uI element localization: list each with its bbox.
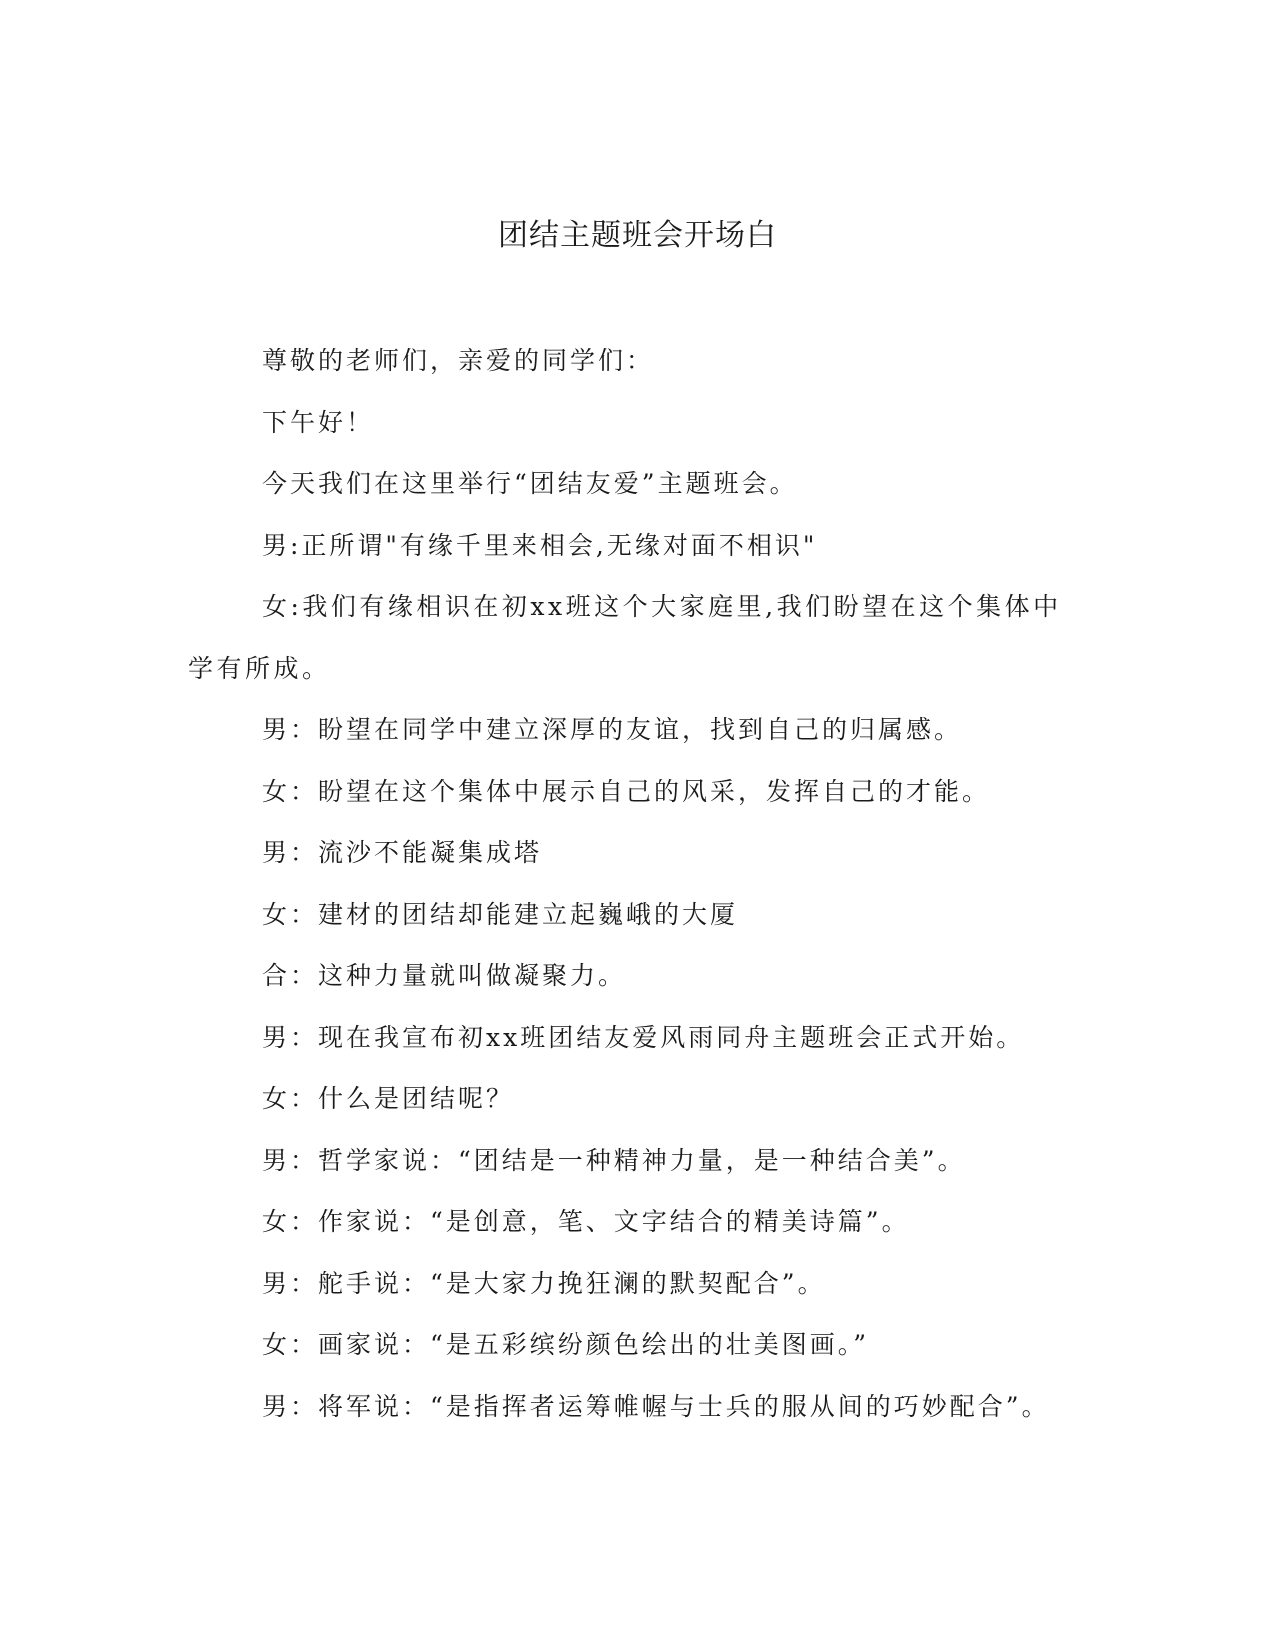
document-body (188, 330, 1088, 1437)
paragraph-line: 男：盼望在同学中建立深厚的友谊，找到自己的归属感。 (262, 715, 963, 744)
paragraph-line: 女：什么是团结呢？ (262, 1084, 515, 1113)
paragraph-line: 女：作家说：“是创意，笔、文字结合的精美诗篇”。 (262, 1207, 910, 1236)
paragraph-line: 男：将军说：“是指挥者运筹帷幄与士兵的服从间的巧妙配合”。 (262, 1391, 1050, 1421)
paragraph-line: 男:正所谓"有缘千里来相会,无缘对面不相识" (262, 530, 818, 560)
paragraph-good-afternoon: 下午好！ (262, 407, 375, 437)
paragraph-line: 男：舵手说：“是大家力挽狂澜的默契配合”。 (262, 1268, 826, 1298)
paragraph-line: 合：这种力量就叫做凝聚力。 (262, 961, 627, 990)
paragraph-line: 女：画家说：“是五彩缤纷颜色绘出的壮美图画。” (262, 1330, 870, 1359)
paragraph-line: 男：现在我宣布初xx班团结友爱风雨同舟主题班会正式开始。 (262, 1022, 1025, 1052)
paragraph-line: 男：流沙不能凝集成塔 (262, 838, 543, 867)
paragraph-line: 女:我们有缘相识在初xx班这个大家庭里,我们盼望在这个集体中学有所成。 (188, 592, 1062, 683)
paragraph-line: 男：哲学家说：“团结是一种精神力量，是一种结合美”。 (262, 1145, 966, 1175)
paragraph-intro: 今天我们在这里举行“团结友爱”主题班会。 (262, 469, 798, 498)
paragraph-greeting-audience: 尊敬的老师们，亲爱的同学们： (262, 346, 655, 375)
document-title: 团结主题班会开场白 (498, 218, 777, 253)
paragraph-line: 女：盼望在这个集体中展示自己的风采，发挥自己的才能。 (262, 776, 991, 806)
paragraph-line: 女：建材的团结却能建立起巍峨的大厦 (262, 899, 739, 929)
